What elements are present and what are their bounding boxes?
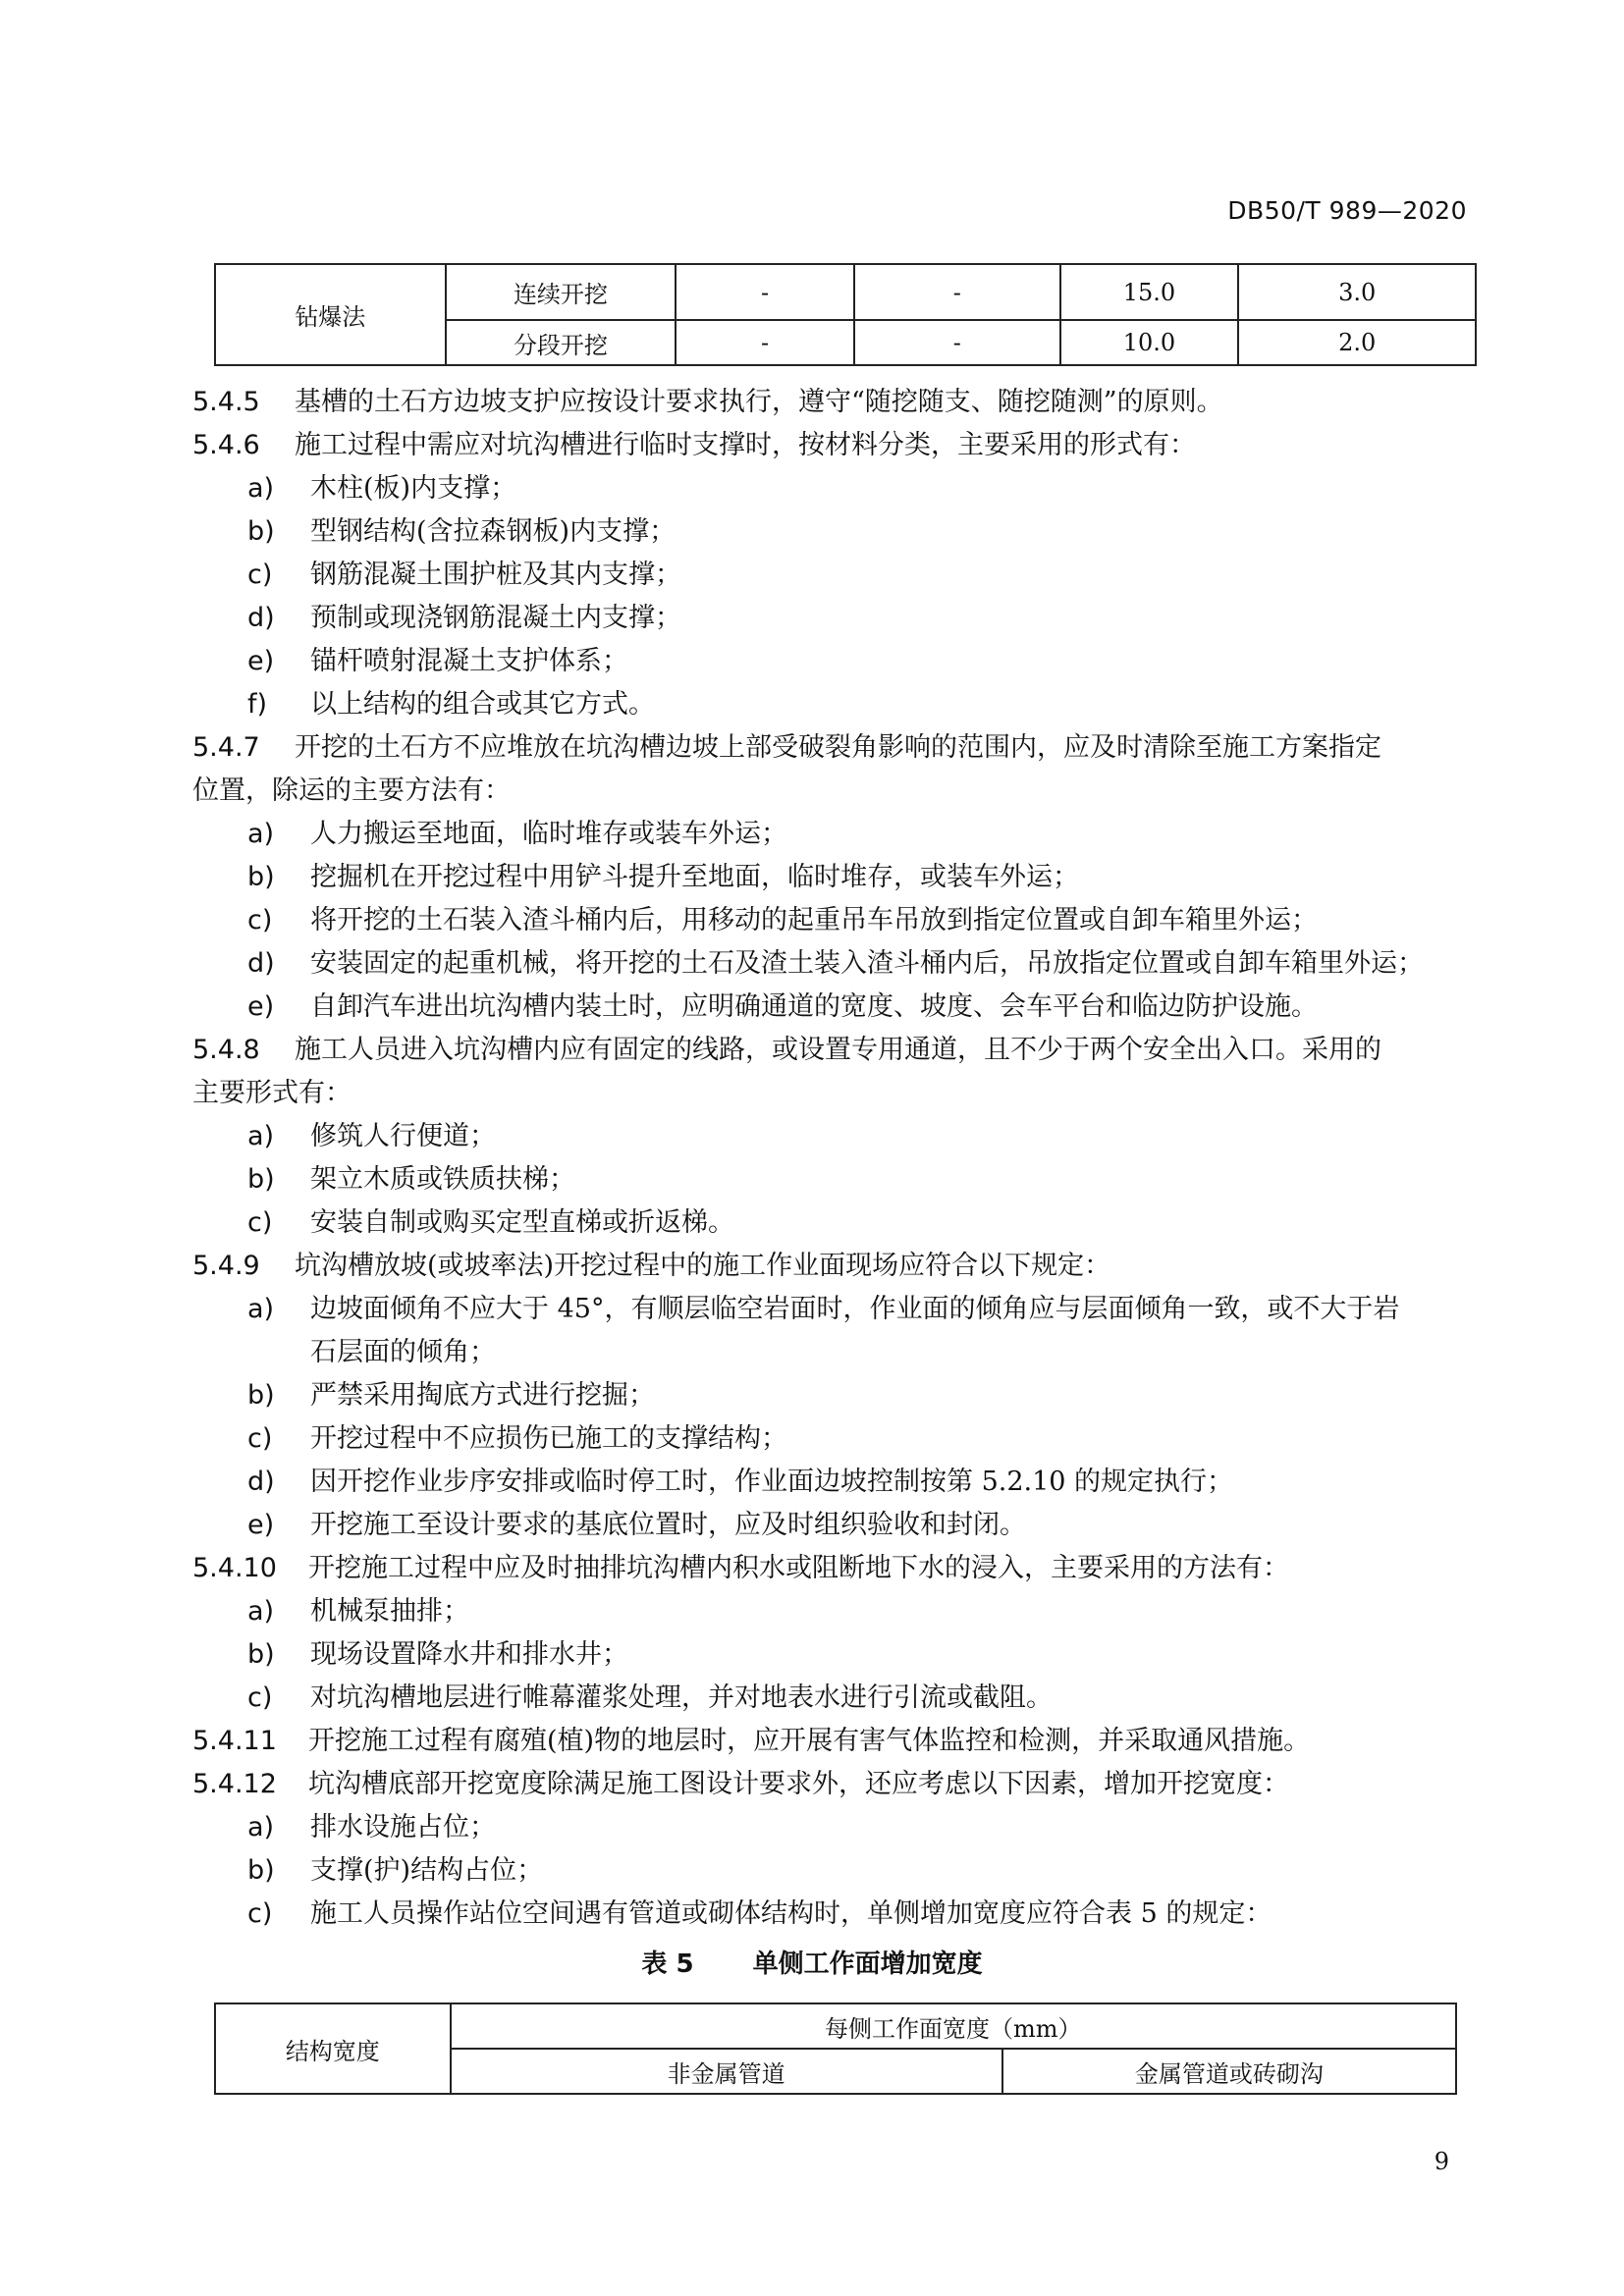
clause-5-4-7 xyxy=(192,726,1479,770)
list-item: a) 边坡面倾角不应大于 45°，有顺层临空岩面时，作业面的倾角应与层面倾角一致，或不大于岩 xyxy=(247,1294,1400,1324)
list-item: f) 以上结构的组合或其它方式。 xyxy=(247,689,655,720)
list-item: c) 钢筋混凝土围护桩及其内支撑； xyxy=(247,560,681,590)
clause-5-4-5 xyxy=(192,381,1479,424)
list-item: d) 预制或现浇钢筋混凝土内支撑； xyxy=(247,603,681,633)
clause-number: 5.4.11 xyxy=(192,1726,277,1756)
table-header-cell: 结构宽度 xyxy=(215,2003,451,2094)
table-cell: 分段开挖 xyxy=(446,320,677,365)
list-item: c) 将开挖的土石装入渣斗桶内后，用移动的起重吊车吊放到指定位置或自卸车箱里外运； xyxy=(247,905,1318,935)
table-cell: 连续开挖 xyxy=(446,264,677,320)
clause-text: 坑沟槽放坡(或坡率法)开挖过程中的施工作业面现场应符合以下规定： xyxy=(295,1251,1111,1281)
list-item-continuation: 石层面的倾角； xyxy=(310,1337,496,1367)
table-header-cell: 金属管道或砖砌沟 xyxy=(1002,2049,1456,2094)
table-cell: 2.0 xyxy=(1238,320,1476,365)
list-item: b) 型钢结构(含拉森钢板)内支撑； xyxy=(247,516,677,547)
clause-number: 5.4.9 xyxy=(192,1251,260,1281)
list-item: e) 自卸汽车进出坑沟槽内装土时，应明确通道的宽度、坡度、会车平台和临边防护设施。 xyxy=(247,991,1318,1022)
clause-text: 开挖的土石方不应堆放在坑沟槽边坡上部受破裂角影响的范围内，应及时清除至施工方案指定 xyxy=(295,732,1381,763)
table-cell: - xyxy=(854,320,1060,365)
table-caption-title: 单侧工作面增加宽度 xyxy=(752,1949,983,1979)
clause-5-4-10 xyxy=(192,1547,1479,1590)
table-caption xyxy=(0,1944,1624,1980)
clause-text: 基槽的土石方边坡支护应按设计要求执行，遵守“随挖随支、随挖随测”的原则。 xyxy=(295,387,1223,417)
list-item: a) 人力搬运至地面，临时堆存或装车外运； xyxy=(247,819,787,849)
table-header-cell: 非金属管道 xyxy=(451,2049,1002,2094)
clause-number: 5.4.6 xyxy=(192,430,260,460)
list-item: e) 锚杆喷射混凝土支护体系； xyxy=(247,646,628,676)
clause-5-4-6 xyxy=(192,424,1479,467)
list-item: c) 施工人员操作站位空间遇有管道或砌体结构时，单侧增加宽度应符合表 5 的规定： xyxy=(247,1898,1272,1929)
table-cell-group: 钻爆法 xyxy=(215,264,446,365)
clause-5-4-9 xyxy=(192,1245,1479,1288)
table-cell: - xyxy=(854,264,1060,320)
clause-5-4-12 xyxy=(192,1763,1479,1806)
clause-text: 坑沟槽底部开挖宽度除满足施工图设计要求外，还应考虑以下因素，增加开挖宽度： xyxy=(308,1769,1289,1799)
clause-text: 施工人员进入坑沟槽内应有固定的线路，或设置专用通道，且不少于两个安全出入口。采用的 xyxy=(295,1035,1381,1065)
clause-number: 5.4.5 xyxy=(192,387,260,417)
clause-5-4-8 xyxy=(192,1029,1479,1072)
clause-number: 5.4.7 xyxy=(192,732,260,763)
table-header-row xyxy=(215,2003,1456,2049)
list-item: c) 安装自制或购买定型直梯或折返梯。 xyxy=(247,1207,734,1238)
list-item: c) 对坑沟槽地层进行帷幕灌浆处理，并对地表水进行引流或截阻。 xyxy=(247,1682,1053,1713)
table-cell: 3.0 xyxy=(1238,264,1476,320)
clause-continuation: 主要形式有： xyxy=(192,1078,352,1108)
list-item: a) 排水设施占位； xyxy=(247,1812,496,1842)
clause-continuation: 位置，除运的主要方法有： xyxy=(192,775,511,806)
table-cell: - xyxy=(676,264,854,320)
table-5 xyxy=(214,2002,1457,2095)
table-caption-number: 表 5 xyxy=(641,1949,694,1979)
clause-5-4-11 xyxy=(192,1720,1479,1763)
clause-number: 5.4.12 xyxy=(192,1769,277,1799)
clause-number: 5.4.10 xyxy=(192,1553,277,1583)
top-table-fragment xyxy=(214,263,1477,366)
page-number: 9 xyxy=(1434,2148,1449,2175)
list-item: b) 架立木质或铁质扶梯； xyxy=(247,1164,575,1195)
table-row xyxy=(215,264,1476,320)
list-item: a) 机械泵抽排； xyxy=(247,1596,469,1627)
table-cell: 10.0 xyxy=(1060,320,1239,365)
document-code: DB50/T 989—2020 xyxy=(1227,196,1467,225)
list-item: b) 现场设置降水井和排水井； xyxy=(247,1639,628,1670)
clause-number: 5.4.8 xyxy=(192,1035,260,1065)
clause-text: 开挖施工过程有腐殖(植)物的地层时，应开展有害气体监控和检测，并采取通风措施。 xyxy=(308,1726,1311,1756)
list-item: d) 安装固定的起重机械，将开挖的土石及渣土装入渣斗桶内后，吊放指定位置或自卸车箱里外运； xyxy=(247,948,1424,979)
clause-text: 开挖施工过程中应及时抽排坑沟槽内积水或阻断地下水的浸入，主要采用的方法有： xyxy=(308,1553,1289,1583)
table-cell: 15.0 xyxy=(1060,264,1239,320)
list-item: c) 开挖过程中不应损伤已施工的支撑结构； xyxy=(247,1423,787,1454)
list-item: e) 开挖施工至设计要求的基底位置时，应及时组织验收和封闭。 xyxy=(247,1510,1026,1540)
clause-text: 施工过程中需应对坑沟槽进行临时支撑时，按材料分类，主要采用的形式有： xyxy=(295,430,1196,460)
table-header-cell: 每侧工作面宽度（mm） xyxy=(451,2003,1456,2049)
list-item: a) 木柱(板)内支撑； xyxy=(247,473,517,504)
list-item: b) 挖掘机在开挖过程中用铲斗提升至地面，临时堆存，或装车外运； xyxy=(247,862,1079,892)
list-item: a) 修筑人行便道； xyxy=(247,1121,496,1151)
list-item: d) 因开挖作业步序安排或临时停工时，作业面边坡控制按第 5.2.10 的规定执行； xyxy=(247,1467,1234,1497)
list-item: b) 支撑(护)结构占位； xyxy=(247,1855,544,1886)
table-cell: - xyxy=(676,320,854,365)
list-item: b) 严禁采用掏底方式进行挖掘； xyxy=(247,1380,655,1411)
